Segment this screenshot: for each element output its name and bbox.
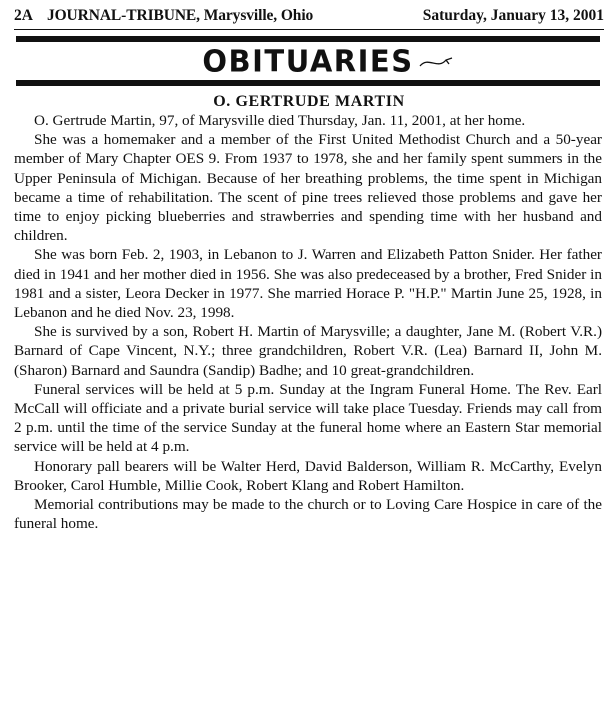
obituary-name: O. GERTRUDE MARTIN xyxy=(213,93,405,110)
issue-date: Saturday, January 13, 2001 xyxy=(422,7,604,24)
obituary-body xyxy=(14,111,604,533)
flourish-icon xyxy=(416,52,456,72)
obituary-paragraph: O. Gertrude Martin, 97, of Marysville died Thursday, Jan. 11, 2001, at her home. xyxy=(34,112,526,129)
page-number: 2A xyxy=(14,7,33,24)
obituary-paragraph: Honorary pall bearers will be Walter Herd, David Balderson, William R. McCarthy, Evelyn Brooker, Carol Humble, Millie Cook, Robert Klang and Robert Hamilton. xyxy=(14,457,602,494)
obituary-paragraph: She is survived by a son, Robert H. Martin of Marysville; a daughter, Jane M. (Robert V.R.) Barnard of Cape Vincent, N.Y.; three grandchildren, Robert V.R. (Lea) Barnard II, John M. (Sharon) Barnard and Saundra (Sandip) Badhe; and 10 great-grandchildren. xyxy=(14,323,602,379)
obituary-paragraph: She was a homemaker and a member of the First United Methodist Church and a 50-year member of Mary Chapter OES 9. From 1937 to 1978, she and her family spent summers in the Upper Peninsula of Michigan. Because of her breathing problems, the time spent in Michigan became a time of rehabilitation. The scent of pine trees relieved those problems and gave her time to enjoy picking blueberries and strawberries and spending time with her husband and children. xyxy=(14,131,602,245)
obituary-paragraph: She was born Feb. 2, 1903, in Lebanon to J. Warren and Elizabeth Patton Snider. Her father died in 1941 and her mother died in 1956. She was also predeceased by a brother, Fred Snider in 1981 and a sister, Leora Decker in 1977. She married Horace P. "H.P." Martin June 25, 1928, in Lebanon and he died Nov. 23, 1998. xyxy=(14,246,602,322)
section-banner xyxy=(16,36,600,86)
section-title: OBITUARIES xyxy=(202,43,414,79)
masthead xyxy=(14,4,604,28)
masthead-left xyxy=(14,4,327,28)
obituary-paragraph: Funeral services will be held at 5 p.m. Sunday at the Ingram Funeral Home. The Rev. Earl McCall will officiate and a private burial service will take place Tuesday. Friends may call from 2 p.m. until the time of the service Sunday at the funeral home where an Eastern Star memorial service will be held at 4 p.m. xyxy=(14,380,602,456)
masthead-rule xyxy=(14,29,604,30)
paper-name: JOURNAL-TRIBUNE, Marysville, Ohio xyxy=(46,7,314,24)
obituary-paragraph: Memorial contributions may be made to the church or to Loving Care Hospice in care of the funeral home. xyxy=(14,496,602,533)
